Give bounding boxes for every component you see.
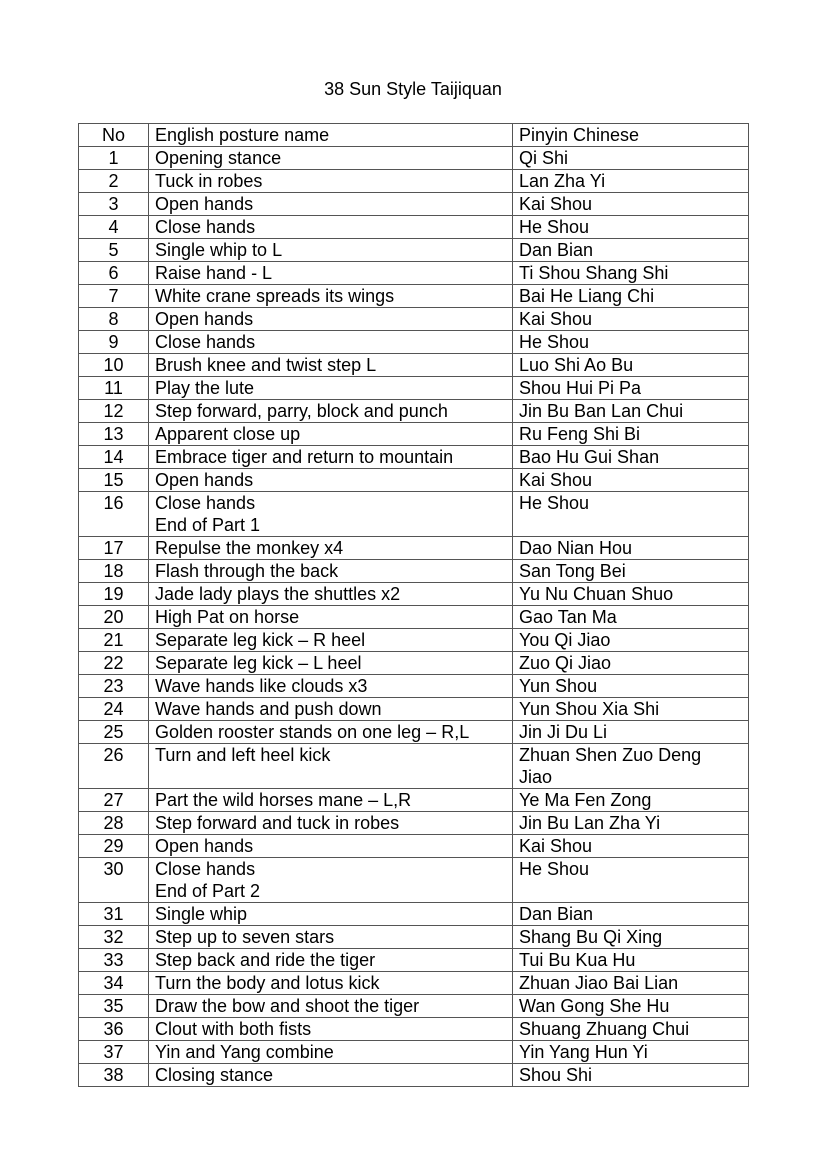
row-number: 36 (79, 1018, 149, 1041)
row-number: 21 (79, 629, 149, 652)
table-row (79, 193, 749, 216)
table-row (79, 903, 749, 926)
page-title: 38 Sun Style Taijiquan (324, 79, 502, 99)
row-number: 5 (79, 239, 149, 262)
row-number: 38 (79, 1064, 149, 1087)
row-number: 2 (79, 170, 149, 193)
table-row (79, 675, 749, 698)
row-number: 30 (79, 858, 149, 903)
english-posture-name: Separate leg kick – R heel (149, 629, 513, 652)
english-posture-name: Wave hands and push down (149, 698, 513, 721)
pinyin-chinese-name: Dan Bian (513, 903, 749, 926)
table-row (79, 285, 749, 308)
pinyin-chinese-name: Kai Shou (513, 835, 749, 858)
posture-table (78, 123, 749, 1087)
header-pinyin: Pinyin Chinese (513, 124, 749, 147)
table-row (79, 721, 749, 744)
row-number: 9 (79, 331, 149, 354)
pinyin-chinese-name: Kai Shou (513, 193, 749, 216)
table-row (79, 400, 749, 423)
row-number: 3 (79, 193, 149, 216)
english-posture-name: Open hands (149, 193, 513, 216)
row-number: 27 (79, 789, 149, 812)
table-row (79, 812, 749, 835)
row-number: 20 (79, 606, 149, 629)
english-posture-name: Step forward and tuck in robes (149, 812, 513, 835)
pinyin-chinese-name: Shuang Zhuang Chui (513, 1018, 749, 1041)
table-row (79, 216, 749, 239)
pinyin-chinese-name: He Shou (513, 492, 749, 537)
english-posture-name: Turn the body and lotus kick (149, 972, 513, 995)
table-row (79, 469, 749, 492)
pinyin-chinese-name: Ru Feng Shi Bi (513, 423, 749, 446)
english-posture-name: Closing stance (149, 1064, 513, 1087)
english-posture-name: Wave hands like clouds x3 (149, 675, 513, 698)
english-posture-name: Clout with both fists (149, 1018, 513, 1041)
english-posture-name: Jade lady plays the shuttles x2 (149, 583, 513, 606)
english-posture-name: Close hands End of Part 1 (149, 492, 513, 537)
header-no: No (79, 124, 149, 147)
pinyin-chinese-name: Tui Bu Kua Hu (513, 949, 749, 972)
english-posture-name: Part the wild horses mane – L,R (149, 789, 513, 812)
pinyin-chinese-name: Shou Hui Pi Pa (513, 377, 749, 400)
row-number: 4 (79, 216, 149, 239)
table-row (79, 1018, 749, 1041)
english-posture-name: Turn and left heel kick (149, 744, 513, 789)
pinyin-chinese-name: Zhuan Shen Zuo Deng Jiao (513, 744, 749, 789)
table-row (79, 560, 749, 583)
pinyin-chinese-name: Kai Shou (513, 469, 749, 492)
pinyin-chinese-name: Shou Shi (513, 1064, 749, 1087)
table-row (79, 744, 749, 789)
row-number: 16 (79, 492, 149, 537)
pinyin-chinese-name: Yin Yang Hun Yi (513, 1041, 749, 1064)
english-posture-name: Step back and ride the tiger (149, 949, 513, 972)
row-number: 10 (79, 354, 149, 377)
header-english: English posture name (149, 124, 513, 147)
english-posture-name: Tuck in robes (149, 170, 513, 193)
table-row (79, 949, 749, 972)
table-header-row (79, 124, 749, 147)
pinyin-chinese-name: He Shou (513, 858, 749, 903)
table-row (79, 1064, 749, 1087)
row-number: 26 (79, 744, 149, 789)
table-row (79, 354, 749, 377)
english-posture-name: Open hands (149, 469, 513, 492)
table-row (79, 147, 749, 170)
pinyin-chinese-name: Jin Bu Ban Lan Chui (513, 400, 749, 423)
row-number: 23 (79, 675, 149, 698)
table-row (79, 583, 749, 606)
english-posture-name: Step forward, parry, block and punch (149, 400, 513, 423)
row-number: 31 (79, 903, 149, 926)
english-posture-name: Close hands (149, 331, 513, 354)
row-number: 28 (79, 812, 149, 835)
pinyin-chinese-name: Zuo Qi Jiao (513, 652, 749, 675)
table-row (79, 239, 749, 262)
table-row (79, 170, 749, 193)
pinyin-chinese-name: You Qi Jiao (513, 629, 749, 652)
pinyin-chinese-name: Jin Ji Du Li (513, 721, 749, 744)
table-row (79, 972, 749, 995)
row-number: 11 (79, 377, 149, 400)
pinyin-chinese-name: Lan Zha Yi (513, 170, 749, 193)
english-posture-name: Raise hand - L (149, 262, 513, 285)
english-posture-name: Step up to seven stars (149, 926, 513, 949)
row-number: 12 (79, 400, 149, 423)
table-row (79, 995, 749, 1018)
table-row (79, 377, 749, 400)
table-row (79, 789, 749, 812)
row-number: 14 (79, 446, 149, 469)
pinyin-chinese-name: Kai Shou (513, 308, 749, 331)
english-posture-name: Separate leg kick – L heel (149, 652, 513, 675)
table-row (79, 308, 749, 331)
pinyin-chinese-name: Shang Bu Qi Xing (513, 926, 749, 949)
english-posture-name: Flash through the back (149, 560, 513, 583)
row-number: 29 (79, 835, 149, 858)
english-posture-name: Embrace tiger and return to mountain (149, 446, 513, 469)
row-number: 22 (79, 652, 149, 675)
pinyin-chinese-name: Bao Hu Gui Shan (513, 446, 749, 469)
table-row (79, 331, 749, 354)
table-row (79, 1041, 749, 1064)
english-posture-name: Open hands (149, 308, 513, 331)
pinyin-chinese-name: He Shou (513, 331, 749, 354)
pinyin-chinese-name: Luo Shi Ao Bu (513, 354, 749, 377)
english-posture-name: Close hands (149, 216, 513, 239)
row-number: 7 (79, 285, 149, 308)
pinyin-chinese-name: San Tong Bei (513, 560, 749, 583)
row-number: 37 (79, 1041, 149, 1064)
english-posture-name: Opening stance (149, 147, 513, 170)
pinyin-chinese-name: Zhuan Jiao Bai Lian (513, 972, 749, 995)
english-posture-name: Close hands End of Part 2 (149, 858, 513, 903)
table-row (79, 606, 749, 629)
english-posture-name: Draw the bow and shoot the tiger (149, 995, 513, 1018)
table-body (79, 147, 749, 1087)
english-posture-name: High Pat on horse (149, 606, 513, 629)
pinyin-chinese-name: Dan Bian (513, 239, 749, 262)
pinyin-chinese-name: Jin Bu Lan Zha Yi (513, 812, 749, 835)
row-number: 1 (79, 147, 149, 170)
english-posture-name: Single whip to L (149, 239, 513, 262)
table-row (79, 423, 749, 446)
row-number: 15 (79, 469, 149, 492)
english-posture-name: Play the lute (149, 377, 513, 400)
english-posture-name: Repulse the monkey x4 (149, 537, 513, 560)
row-number: 33 (79, 949, 149, 972)
row-number: 19 (79, 583, 149, 606)
table-row (79, 537, 749, 560)
table-row (79, 835, 749, 858)
pinyin-chinese-name: Bai He Liang Chi (513, 285, 749, 308)
row-number: 13 (79, 423, 149, 446)
table-row (79, 446, 749, 469)
english-posture-name: Golden rooster stands on one leg – R,L (149, 721, 513, 744)
english-posture-name: Apparent close up (149, 423, 513, 446)
table-row (79, 262, 749, 285)
pinyin-chinese-name: Wan Gong She Hu (513, 995, 749, 1018)
table-row (79, 629, 749, 652)
row-number: 8 (79, 308, 149, 331)
pinyin-chinese-name: Gao Tan Ma (513, 606, 749, 629)
table-row (79, 858, 749, 903)
row-number: 25 (79, 721, 149, 744)
pinyin-chinese-name: Ye Ma Fen Zong (513, 789, 749, 812)
row-number: 18 (79, 560, 149, 583)
table-row (79, 652, 749, 675)
row-number: 35 (79, 995, 149, 1018)
english-posture-name: Open hands (149, 835, 513, 858)
english-posture-name: White crane spreads its wings (149, 285, 513, 308)
row-number: 32 (79, 926, 149, 949)
pinyin-chinese-name: Dao Nian Hou (513, 537, 749, 560)
row-number: 6 (79, 262, 149, 285)
pinyin-chinese-name: Yu Nu Chuan Shuo (513, 583, 749, 606)
table-row (79, 926, 749, 949)
pinyin-chinese-name: Ti Shou Shang Shi (513, 262, 749, 285)
english-posture-name: Brush knee and twist step L (149, 354, 513, 377)
row-number: 34 (79, 972, 149, 995)
pinyin-chinese-name: Qi Shi (513, 147, 749, 170)
pinyin-chinese-name: He Shou (513, 216, 749, 239)
row-number: 24 (79, 698, 149, 721)
pinyin-chinese-name: Yun Shou Xia Shi (513, 698, 749, 721)
english-posture-name: Single whip (149, 903, 513, 926)
table-row (79, 492, 749, 537)
table-row (79, 698, 749, 721)
english-posture-name: Yin and Yang combine (149, 1041, 513, 1064)
row-number: 17 (79, 537, 149, 560)
pinyin-chinese-name: Yun Shou (513, 675, 749, 698)
